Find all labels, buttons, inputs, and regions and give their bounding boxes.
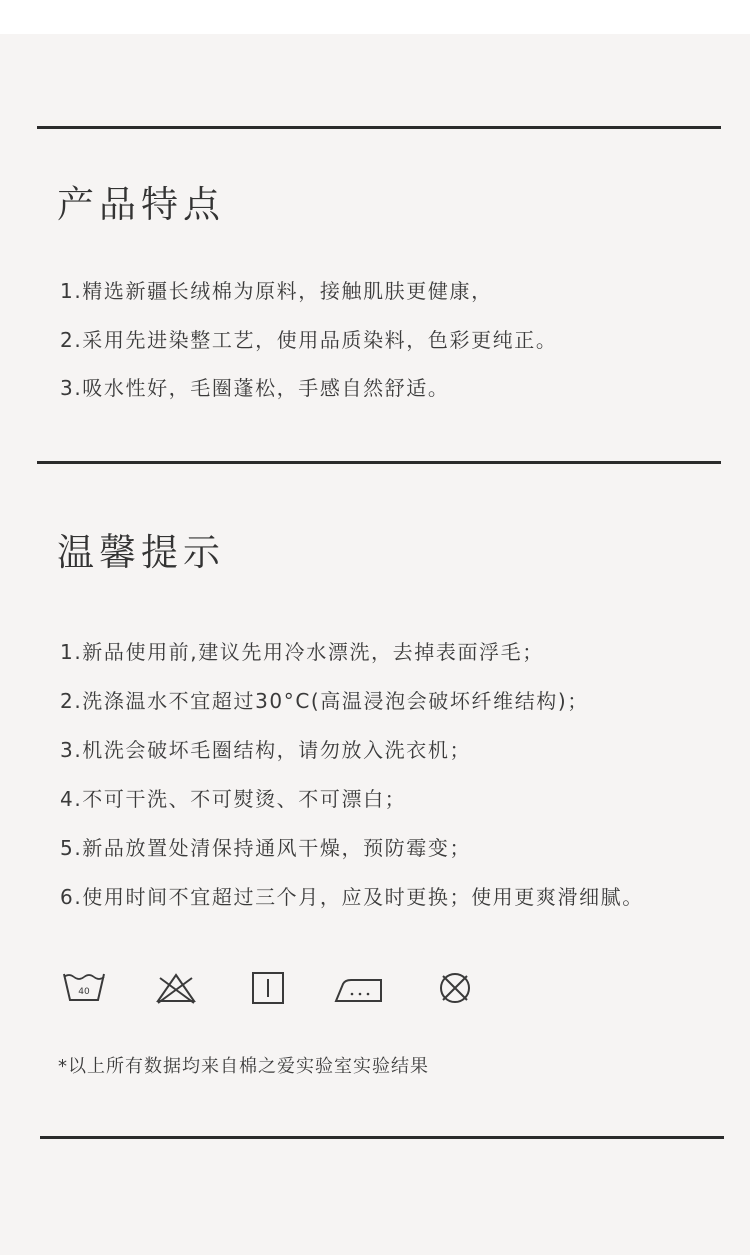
divider-bottom <box>40 1136 724 1139</box>
tip-item: 1.新品使用前,建议先用冷水漂洗，去掉表面浮毛； <box>60 640 544 664</box>
tips-title: 温馨提示 <box>57 531 225 574</box>
wash-40-icon <box>62 970 106 1006</box>
feature-item: 1.精选新疆长绒棉为原料，接触肌肤更健康， <box>60 279 493 303</box>
feature-item: 2.采用先进染整工艺，使用品质染料，色彩更纯正。 <box>60 328 558 352</box>
divider-top <box>37 126 721 129</box>
tip-item: 4.不可干洗、不可熨烫、不可漂白； <box>60 787 407 811</box>
no-iron-icon <box>333 970 385 1006</box>
no-dry-clean-icon <box>436 970 474 1006</box>
tip-item: 2.洗涤温水不宜超过30°C(高温浸泡会破坏纤维结构)； <box>60 689 589 713</box>
tip-item: 6.使用时间不宜超过三个月，应及时更换；使用更爽滑细腻。 <box>60 885 644 909</box>
tip-item: 3.机洗会破坏毛圈结构，请勿放入洗衣机； <box>60 738 472 762</box>
wash-temp-label: 40 <box>78 987 90 997</box>
line-dry-icon <box>250 970 286 1006</box>
features-title: 产品特点 <box>57 183 225 226</box>
tip-item: 5.新品放置处清保持通风干燥，预防霉变； <box>60 836 472 860</box>
divider-middle <box>37 461 721 464</box>
footnote: *以上所有数据均来自棉之爱实验室实验结果 <box>58 1056 429 1077</box>
no-bleach-icon <box>154 970 198 1006</box>
feature-item: 3.吸水性好，毛圈蓬松，手感自然舒适。 <box>60 376 450 400</box>
